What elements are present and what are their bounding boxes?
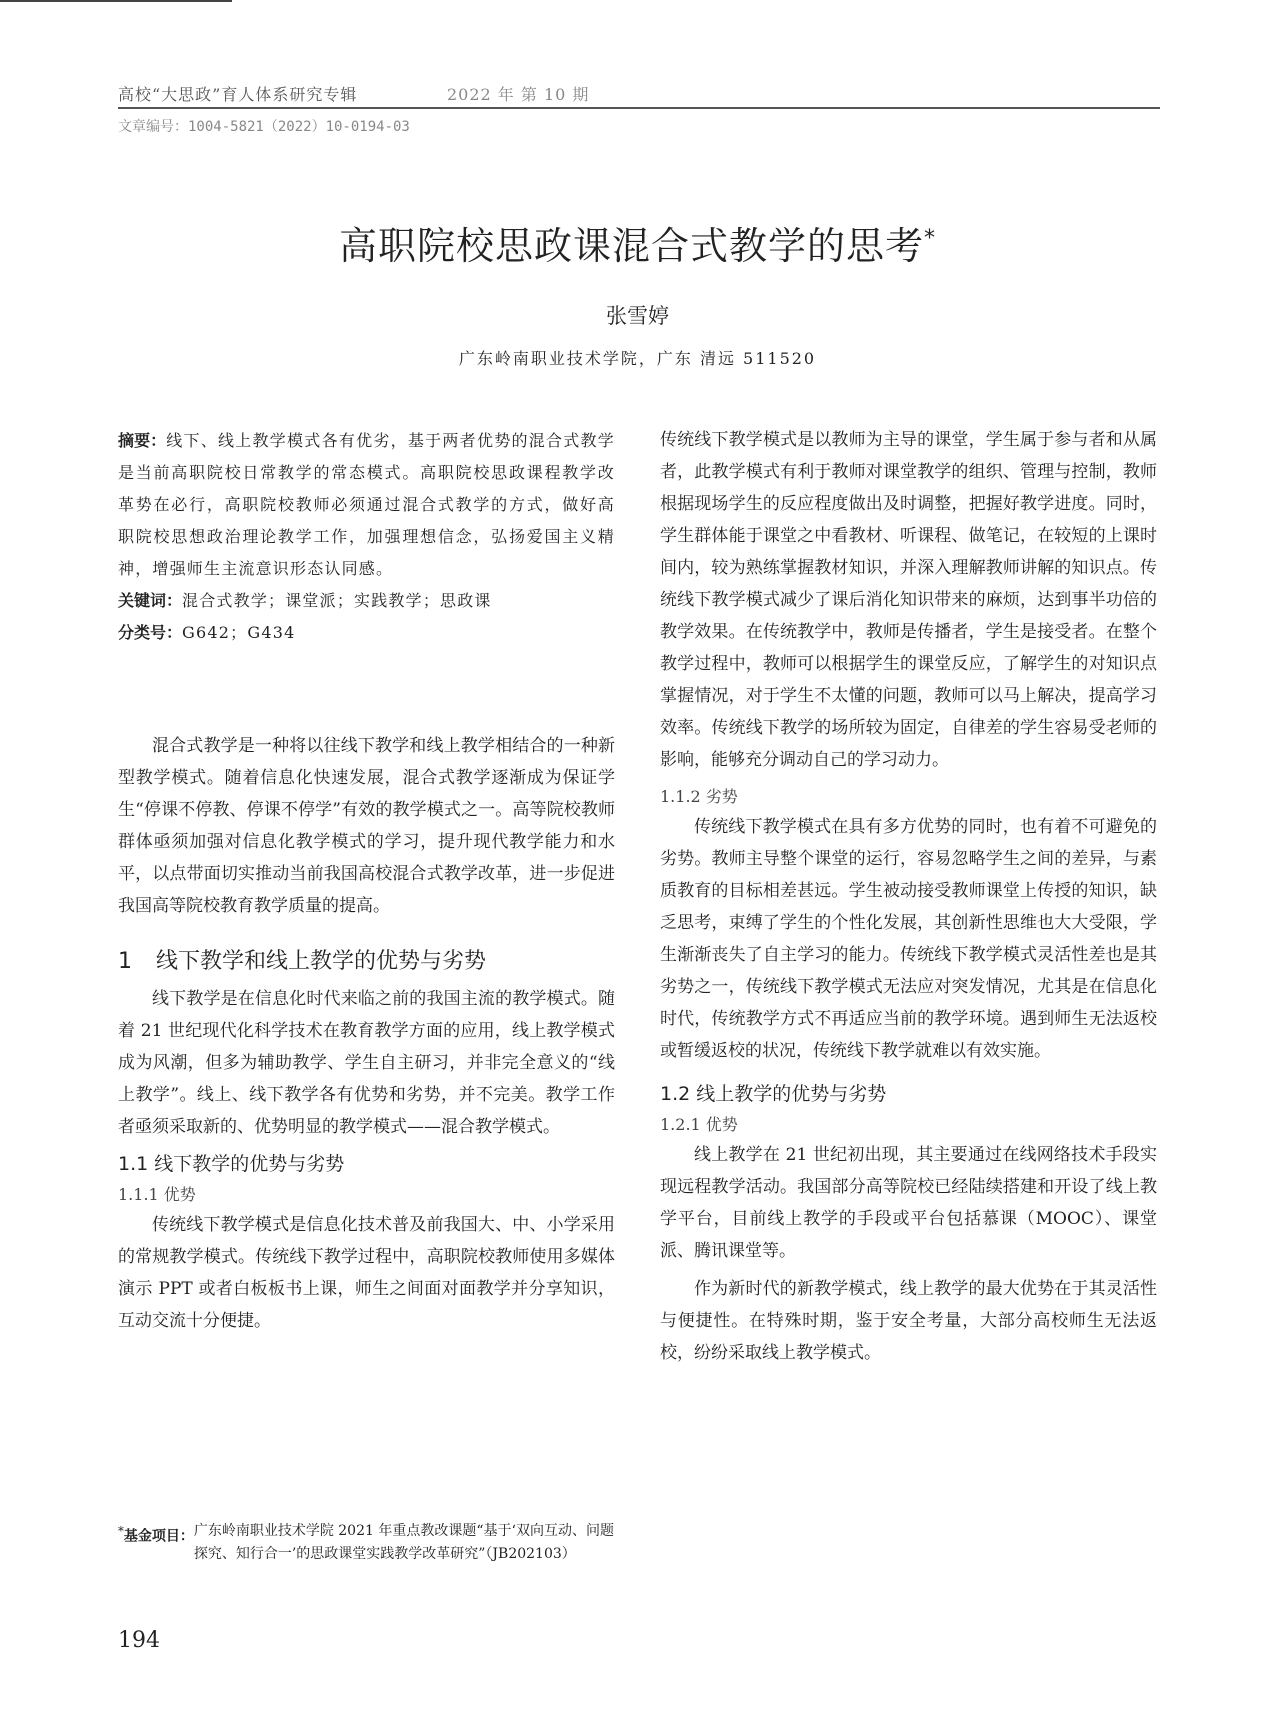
section-1-1-2-paragraph: 传统线下教学模式在具有多方优势的同时，也有着不可避免的劣势。教师主导整个课堂的运行，容易忽略学生之间的差异，与素质教育的目标相差甚远。学生被动接受教师课堂上传授的知识，缺乏思考，束缚了学生的个性化发展，其创新性思维也大大受限，学生渐渐丧失了自主学习的能力。传统线下教学模式灵活性差也是其劣势之一，传统线下教学模式无法应对突发情况，尤其是在信息化时代，传统教学方式不再适应当前的教学环境。遇到师生无法返校或暂缓返校的状况，传统线下教学就难以有效实施。 bbox=[660, 817, 1157, 1061]
classification-text: G642；G434 bbox=[182, 623, 296, 642]
author-affiliation: 广东岭南职业技术学院，广东 清远 511520 bbox=[458, 349, 817, 368]
footnote-head bbox=[118, 1520, 194, 1566]
section-1-paragraph: 线下教学是在信息化时代来临之前的我国主流的教学模式。随着 21 世纪现代化科学技术在教育教学方面的应用，线上教学模式成为风潮，但多为辅助教学、学生自主研习，并非完全意义的“线上教学”。线上、线下教学各有优势和劣势，并不完美。教学工作者亟须采取新的、优势明显的教学模式——混合教学模式。 bbox=[118, 989, 615, 1137]
footnote-mark: * bbox=[118, 1524, 124, 1538]
footnote-label: 基金项目： bbox=[123, 1528, 194, 1545]
section-1-2-heading: 1.2 线上教学的优势与劣势 bbox=[660, 1083, 887, 1105]
section-1-1-1-paragraph: 传统线下教学模式是信息化技术普及前我国大、中、小学采用的常规教学模式。传统线下教学过程中，高职院校教师使用多媒体演示 PPT 或者白板板书上课，师生之间面对面教学并分享知识，互动交流十分便捷。 bbox=[118, 1215, 615, 1331]
section-1-title: 线下教学和线上教学的优势与劣势 bbox=[156, 949, 487, 974]
author-name: 张雪婷 bbox=[606, 304, 669, 328]
title-footnote-mark: * bbox=[924, 226, 936, 251]
journal-name: 高校“大思政”育人体系研究专辑 bbox=[118, 85, 358, 104]
abstract-block bbox=[118, 425, 615, 649]
paper-title bbox=[0, 215, 1275, 270]
section-1-1-heading: 1.1 线下教学的优势与劣势 bbox=[118, 1153, 345, 1175]
funding-footnote bbox=[118, 1520, 615, 1566]
page-number: 194 bbox=[118, 1628, 160, 1653]
section-1-1-1-heading: 1.1.1 优势 bbox=[118, 1185, 196, 1204]
right-column bbox=[660, 424, 1157, 1369]
keywords-text: 混合式教学；课堂派；实践教学；思政课 bbox=[182, 591, 492, 610]
section-1-2-1-paragraph-1: 线上教学在 21 世纪初出现，其主要通过在线网络技术手段实现远程教学活动。我国部分高等院校已经陆续搭建和开设了线上教学平台，目前线上教学的手段或平台包括慕课（MOOC）、课堂派、腾讯课堂等。 bbox=[660, 1145, 1157, 1261]
keywords bbox=[118, 585, 615, 617]
section-1-2-1-paragraph-2: 作为新时代的新教学模式，线上教学的最大优势在于其灵活性与便捷性。在特殊时期，鉴于安全考量，大部分高校师生无法返校，纷纷采取线上教学模式。 bbox=[660, 1279, 1157, 1363]
footnote-row bbox=[118, 1520, 615, 1566]
abstract-text: 线下、线上教学模式各有优劣，基于两者优势的混合式教学是当前高职院校日常教学的常态模式。高职院校思政课程教学改革势在必行，高职院校教师必须通过混合式教学的方式，做好高职院校思想政治理论教学工作，加强理想信念，弘扬爱国主义精神，增强师生主流意识形态认同感。 bbox=[118, 431, 615, 578]
title-text: 高职院校思政课混合式教学的思考 bbox=[338, 224, 924, 268]
continued-paragraph: 传统线下教学模式是以教师为主导的课堂，学生属于参与者和从属者，此教学模式有利于教师对课堂教学的组织、管理与控制，教师根据现场学生的反应程度做出及时调整，把握好教学进度。同时，学生群体能于课堂之中看教材、听课程、做笔记，在较短的上课时间内，较为熟练掌握教材知识，并深入理解教师讲解的知识点。传统线下教学模式减少了课后消化知识带来的麻烦，达到事半功倍的教学效果。在传统教学中，教师是传播者，学生是接受者。在整个教学过程中，教师可以根据学生的课堂反应，了解学生的对知识点掌握情况，对于学生不太懂的问题，教师可以马上解决，提高学习效率。传统线下教学的场所较为固定，自律差的学生容易受老师的影响，能够充分调动自己的学习动力。 bbox=[660, 430, 1157, 770]
abstract bbox=[118, 425, 615, 585]
left-column bbox=[118, 730, 615, 1337]
footnote-text: 广东岭南职业技术学院 2021 年重点教改课题“基于‘双向互动、问题探究、知行合一’的思政课堂实践教学改革研究”（JB202103） bbox=[193, 1523, 614, 1562]
keywords-label: 关键词： bbox=[118, 591, 183, 610]
section-1-heading bbox=[118, 944, 615, 975]
classification bbox=[118, 617, 615, 649]
section-1-1-2-heading: 1.1.2 劣势 bbox=[660, 787, 738, 806]
abstract-label: 摘要： bbox=[118, 431, 167, 450]
intro-paragraph: 混合式教学是一种将以往线下教学和线上教学相结合的一种新型教学模式。随着信息化快速发展，混合式教学逐渐成为保证学生“停课不停教、停课不停学”有效的教学模式之一。高等院校教师群体亟须加强对信息化教学模式的学习，提升现代教学能力和水平，以点带面切实推动当前我国高校混合式教学改革，进一步促进我国高等院校教育教学质量的提高。 bbox=[118, 736, 615, 916]
section-1-number: 1 bbox=[118, 949, 132, 974]
footnote-rule bbox=[0, 0, 232, 2]
classification-label: 分类号： bbox=[118, 623, 183, 642]
section-1-2-1-heading: 1.2.1 优势 bbox=[660, 1115, 738, 1134]
header-rule bbox=[118, 107, 1160, 109]
article-number: 文章编号：1004-5821（2022）10-0194-03 bbox=[118, 119, 410, 135]
issue-info: 2022 年 第 10 期 bbox=[447, 85, 590, 104]
